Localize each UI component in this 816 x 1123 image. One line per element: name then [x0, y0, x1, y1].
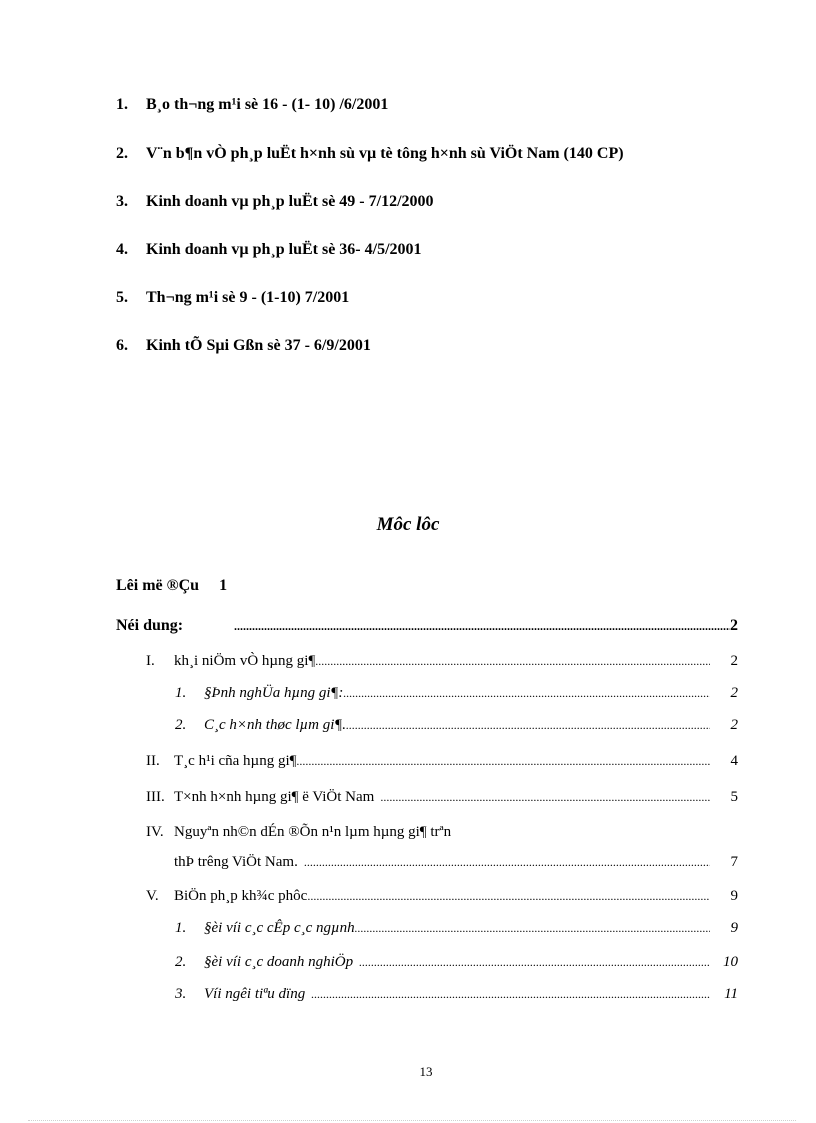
toc-entry [175, 920, 738, 937]
reference-text: Kinh tÕ Sµi Gßn sè 37 - 6/9/2001 [146, 337, 371, 354]
toc-entry-number: 3. [175, 986, 187, 1002]
toc-content-label: Néi dung: [116, 617, 184, 634]
reference-number: 1. [116, 96, 128, 113]
toc-entry [146, 653, 738, 670]
toc-leader-dots [380, 789, 710, 806]
toc-entry-page: 9 [730, 920, 738, 936]
reference-item [116, 337, 371, 355]
toc-leader-dots [296, 753, 710, 770]
toc-leader-dots [359, 954, 710, 971]
toc-entry-number: III. [146, 789, 165, 805]
toc-title: Môc lôc [376, 514, 440, 535]
toc-entry-label: Nguyªn nh©n dÉn ®Õn n¹n lµm hµng gi¶ trªn [174, 824, 452, 840]
toc-entry-label: §Þnh nghÜa hµng gi¶: [204, 685, 344, 701]
toc-entry [146, 753, 738, 770]
toc-leader-dots [355, 920, 710, 937]
toc-content-page: 2 [730, 617, 738, 634]
toc-entry-label: §èi víi c¸c doanh nghiÖp [204, 954, 354, 970]
toc-entry [146, 789, 738, 806]
toc-leader-dots [346, 717, 710, 734]
toc-entry-page: 10 [723, 954, 738, 970]
toc-entry-number: 2. [175, 717, 187, 733]
toc-entry-label: Víi ngêi tiªu dïng [204, 986, 306, 1002]
toc-intro-label: Lêi më ®Çu [116, 577, 200, 594]
toc-entry-page: 11 [724, 986, 738, 1002]
reference-number: 6. [116, 337, 128, 354]
toc-entry-page: 9 [730, 888, 738, 904]
toc-content-line [116, 617, 738, 635]
reference-item [116, 96, 388, 114]
toc-leader-dots [304, 854, 710, 871]
reference-text: Kinh doanh vµ ph¸p luËt sè 36- 4/5/2001 [146, 241, 422, 258]
reference-item [116, 193, 434, 211]
toc-leader-dots [315, 653, 710, 670]
toc-entry-label: T¸c h¹i cña hµng gi¶ [174, 753, 297, 769]
reference-text: V¨n b¶n vÒ ph¸p luËt h×nh sù vµ tè tông h×nh sù ViÖt Nam (140 CP) [146, 145, 624, 162]
toc-entry-label: §èi víi c¸c cÊp c¸c ngµnh [204, 920, 355, 936]
toc-entry-page: 4 [730, 753, 738, 769]
toc-entry [175, 685, 738, 702]
page-number: 13 [419, 1064, 433, 1079]
reference-number: 2. [116, 145, 128, 162]
toc-leader-dots [343, 685, 710, 702]
toc-entry-number: IV. [146, 824, 164, 840]
reference-text: Th¬ng m¹i sè 9 - (1-10) 7/2001 [146, 289, 350, 306]
toc-entry-label: thÞ trêng ViÖt Nam. [174, 854, 298, 870]
toc-entry-number: II. [146, 753, 160, 769]
reference-item [116, 241, 422, 259]
page-bottom-divider [28, 1120, 796, 1121]
toc-entry-label: kh¸i niÖm vÒ hµng gi¶ [174, 653, 316, 669]
toc-leader-dots [307, 888, 710, 905]
toc-entry-page: 2 [730, 653, 738, 669]
toc-entry-number: I. [146, 653, 155, 669]
toc-intro-page: 1 [219, 577, 228, 594]
toc-entry-number: 1. [175, 685, 187, 701]
reference-number: 5. [116, 289, 128, 306]
toc-entry-continuation [174, 854, 738, 871]
toc-entry [146, 824, 451, 841]
toc-leader-dots [311, 986, 710, 1003]
toc-entry-label: T×nh h×nh hµng gi¶ ë ViÖt Nam [174, 789, 375, 805]
reference-text: Kinh doanh vµ ph¸p luËt sè 49 - 7/12/2000 [146, 193, 434, 210]
reference-number: 4. [116, 241, 128, 258]
reference-text: B¸o th¬ng m¹i sè 16 - (1- 10) /6/2001 [146, 96, 389, 113]
toc-entry [175, 717, 738, 734]
toc-entry-page: 7 [730, 854, 738, 870]
toc-entry [175, 954, 738, 971]
toc-entry-number: V. [146, 888, 159, 904]
reference-item [116, 289, 349, 307]
toc-entry-page: 2 [730, 717, 738, 733]
toc-leader-dots [234, 617, 730, 635]
toc-entry-number: 2. [175, 954, 187, 970]
reference-number: 3. [116, 193, 128, 210]
toc-entry-label: BiÖn ph¸p kh¾c phôc [174, 888, 308, 904]
toc-intro-line [116, 577, 227, 595]
reference-item [116, 145, 624, 163]
toc-entry [175, 986, 738, 1003]
toc-entry-page: 5 [730, 789, 738, 805]
toc-entry-label: C¸c h×nh thøc lµm gi¶. [204, 717, 347, 733]
toc-entry [146, 888, 738, 905]
toc-entry-page: 2 [730, 685, 738, 701]
toc-entry-number: 1. [175, 920, 187, 936]
